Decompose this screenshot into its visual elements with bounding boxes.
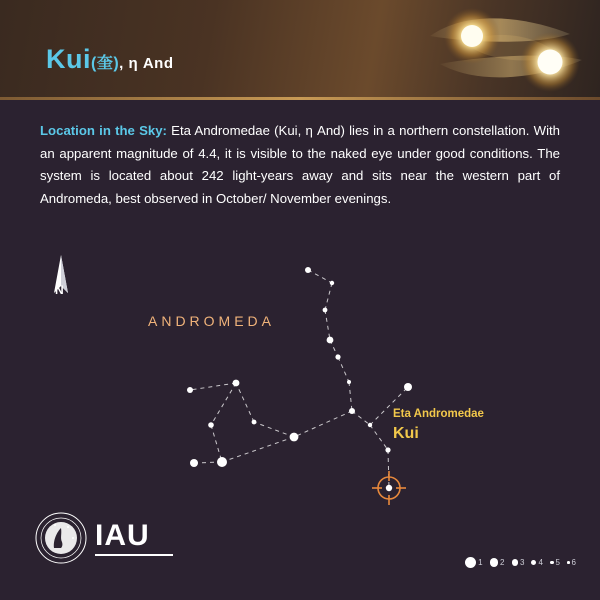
compass-label: N	[55, 283, 64, 297]
iau-abbrev: IAU	[95, 519, 150, 552]
constellation-line	[338, 357, 349, 382]
star-point	[385, 447, 390, 452]
legend-item	[512, 558, 525, 567]
star-point	[190, 459, 198, 467]
legend-item	[531, 558, 542, 567]
binary-stars-illustration	[410, 0, 600, 100]
constellation-line	[190, 383, 236, 390]
legend-magnitude-value: 2	[500, 558, 505, 567]
legend-item	[465, 557, 482, 568]
page-title	[46, 44, 174, 75]
description-body: Eta Andromedae (Kui, η And) lies in a northern constellation. With an apparent magnitude of 4.4, it is visible to the naked eye under good conditions. The system is located about 242 light-years away and sits near the western part of Andromeda, best observed in October/ November evenings.	[40, 123, 560, 207]
header-banner	[0, 0, 600, 100]
star-point	[305, 267, 311, 273]
constellation-line	[236, 383, 254, 422]
legend-item	[490, 558, 505, 567]
star-point	[330, 281, 334, 285]
magnitude-legend	[465, 557, 576, 568]
target-scientific-name: Eta Andromedae	[393, 408, 484, 420]
star-point	[233, 380, 240, 387]
constellation-line	[325, 283, 332, 310]
constellation-line	[388, 450, 389, 488]
star-point	[347, 380, 351, 384]
legend-dot	[490, 558, 499, 567]
legend-magnitude-value: 3	[520, 558, 525, 567]
star-point	[386, 485, 392, 491]
legend-dot	[512, 559, 519, 566]
constellation-stars	[187, 267, 412, 491]
header-divider	[0, 97, 600, 100]
constellation-line	[352, 411, 370, 425]
legend-magnitude-value: 6	[571, 558, 576, 567]
target-common-name: Kui	[393, 425, 419, 442]
legend-magnitude-value: 4	[538, 558, 543, 567]
star-map-canvas	[0, 235, 600, 520]
star-point	[187, 387, 193, 393]
legend-dot	[531, 560, 536, 565]
description-lead: Location in the Sky:	[40, 123, 167, 138]
title-designation: , η And	[119, 55, 174, 72]
legend-magnitude-value: 1	[478, 558, 483, 567]
star-point	[404, 383, 412, 391]
iau-logo-rule	[95, 554, 173, 556]
star-point	[290, 433, 299, 442]
iau-seal	[35, 512, 87, 564]
star-point	[368, 423, 372, 427]
constellation-line	[254, 422, 294, 437]
constellation-line	[308, 270, 332, 283]
constellation-line	[211, 425, 222, 462]
star-point	[323, 308, 328, 313]
constellation-line	[349, 382, 352, 411]
legend-item	[567, 558, 576, 567]
star-point	[252, 420, 257, 425]
constellation-line	[211, 383, 236, 425]
star-map	[0, 235, 600, 520]
star-point	[335, 354, 340, 359]
legend-dot	[567, 561, 570, 564]
constellation-line	[222, 437, 294, 462]
constellation-label: ANDROMEDA	[148, 313, 276, 329]
description-text	[40, 120, 560, 211]
constellation-line	[370, 425, 388, 450]
legend-dot	[550, 561, 554, 565]
title-main: Kui	[46, 44, 91, 74]
constellation-line	[294, 411, 352, 437]
constellation-line	[325, 310, 330, 340]
title-cjk: (奎)	[91, 55, 120, 72]
star-point	[208, 422, 214, 428]
constellation-lines	[190, 270, 408, 488]
legend-item	[550, 558, 560, 567]
star-point	[217, 457, 227, 467]
legend-magnitude-value: 5	[555, 558, 560, 567]
legend-dot	[465, 557, 476, 568]
star-point	[327, 337, 334, 344]
star-point	[349, 408, 355, 414]
